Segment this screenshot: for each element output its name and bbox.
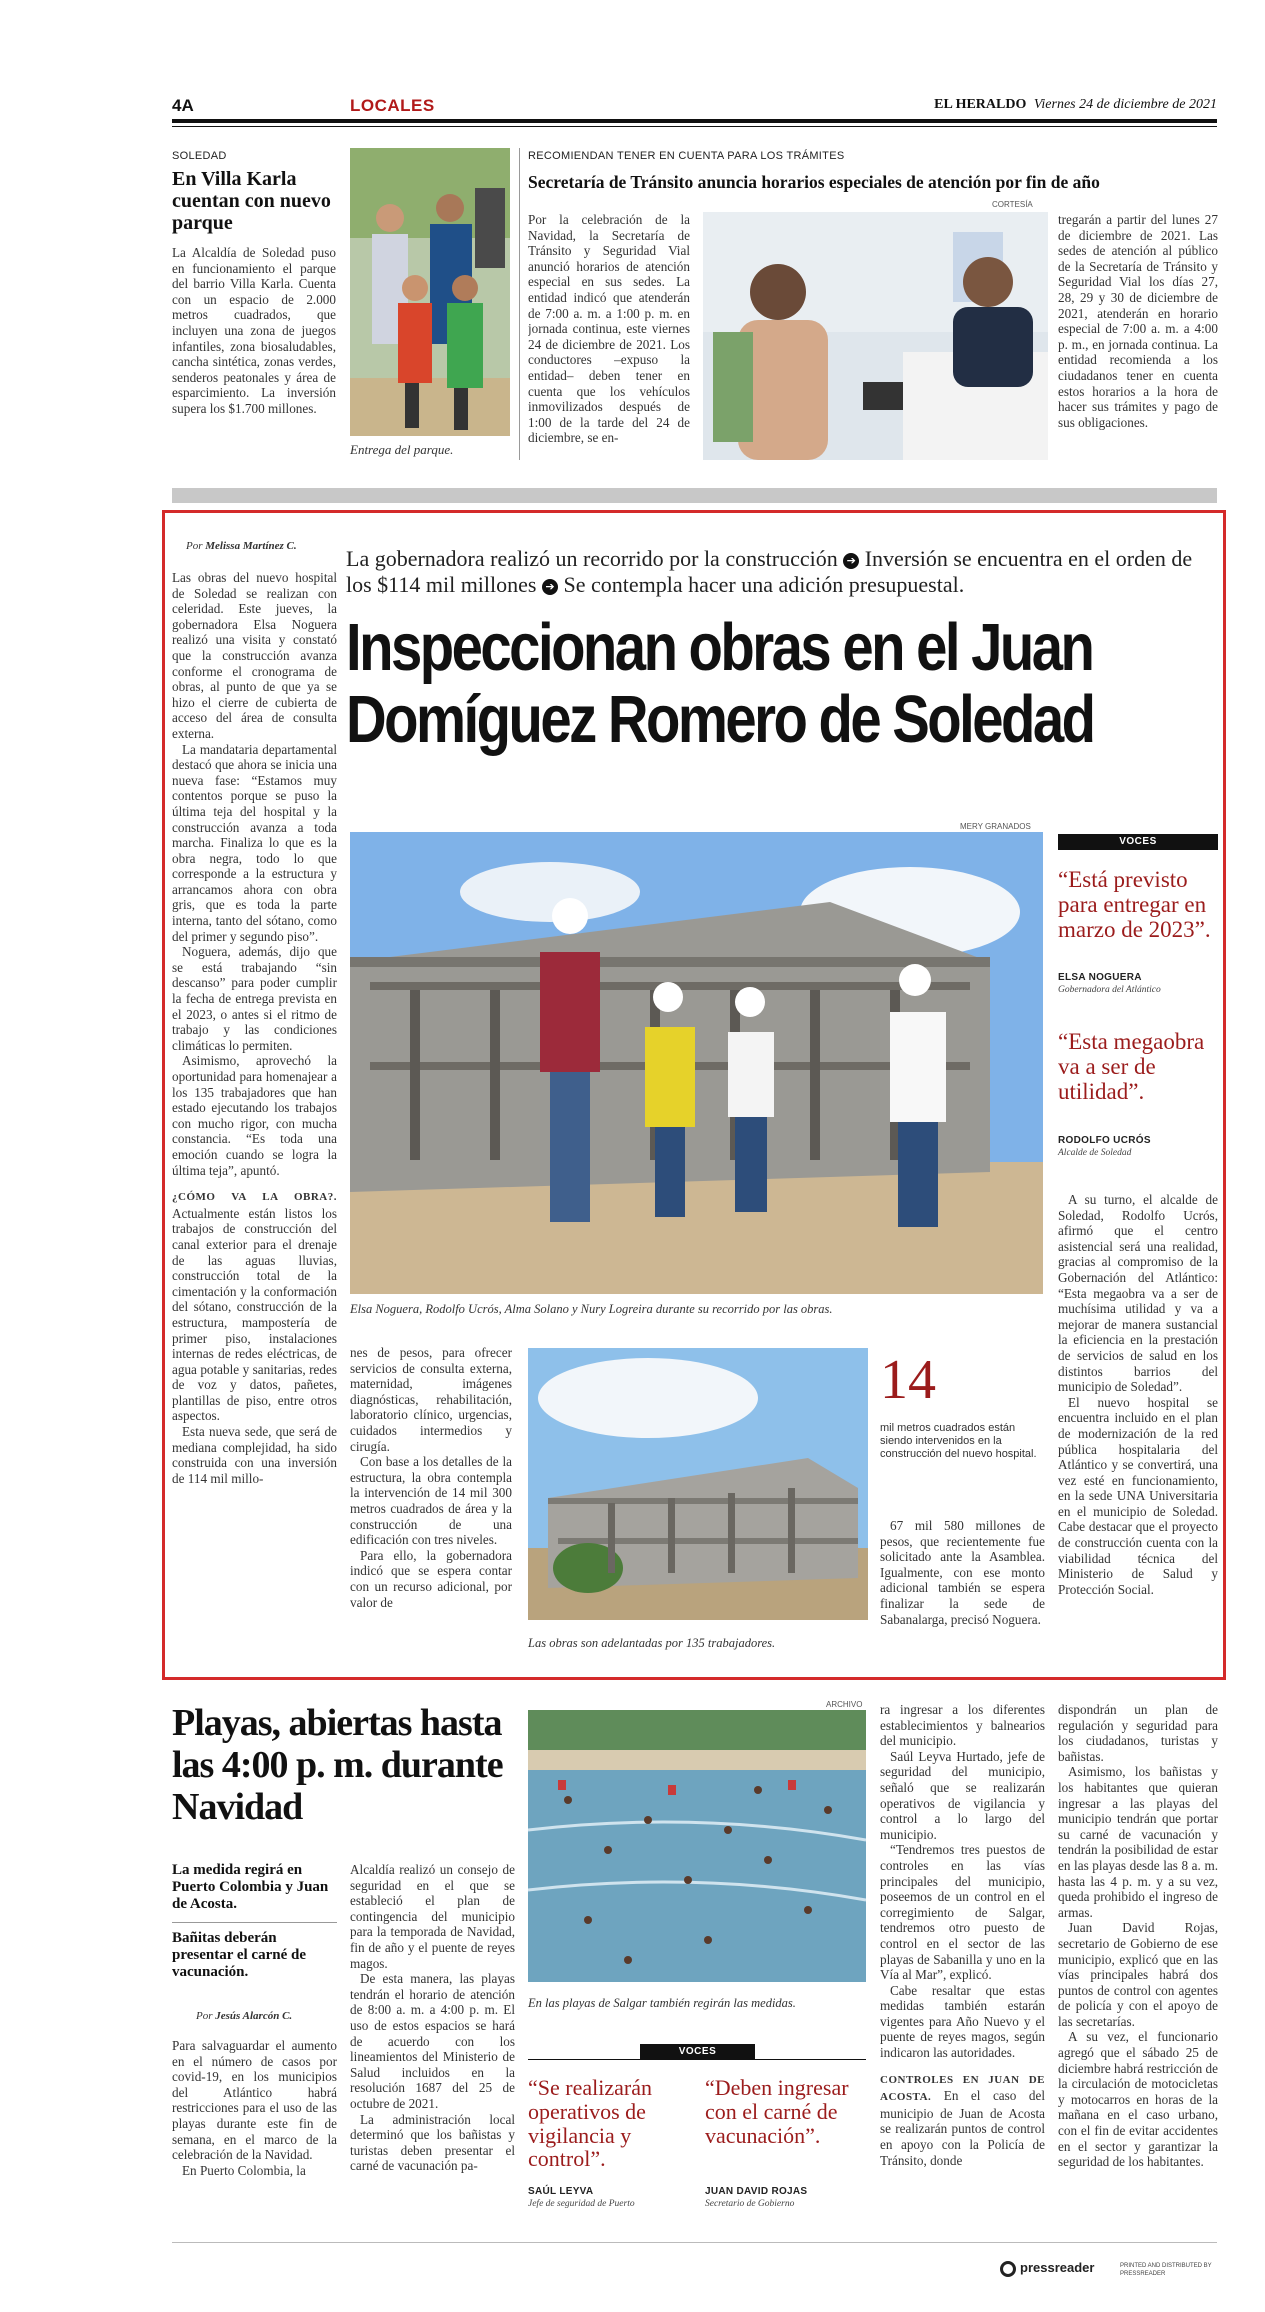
section-title: LOCALES bbox=[350, 96, 435, 115]
pressreader-legal: PRINTED AND DISTRIBUTED BY PRESSREADER bbox=[1120, 2263, 1212, 2277]
byline-prefix: Por bbox=[186, 540, 203, 552]
playas-sub-1: La medida regirá en Puerto Colombia y Juan de Acosta. bbox=[172, 1862, 329, 1912]
playas-col3-p1: ra ingresar a los diferentes establecimientos y balnearios del municipio. bbox=[880, 1702, 1045, 1749]
deck-item-3: Se contempla hacer una adición presupuestal. bbox=[563, 572, 965, 597]
hospital-main-photo bbox=[350, 832, 1043, 1294]
hospital-col2 bbox=[350, 1345, 512, 1667]
hospital-photo-credit: MERY GRANADOS bbox=[960, 822, 1031, 831]
hospital-col4-p2: El nuevo hospital se encuentra incluido en el plan de modernización de la red pública hospitalaria del Atlántico y se convertirá, una vez esté en funcionamiento, en la sede UNA Universitaria en el municipio de Soledad. Cabe destacar que el proyecto de construcción cuenta con la viabilidad técnica del Ministerio de Salud y Protección Social. bbox=[1058, 1394, 1218, 1597]
parque-body bbox=[172, 245, 336, 465]
playas-col2-p3: La administración local determinó que los bañistas y turistas deben presentar el carné de vacunación pa- bbox=[350, 2111, 515, 2174]
section-lead: ¿CÓMO VA LA OBRA?. bbox=[172, 1191, 337, 1204]
hospital-col1-p2: La mandataria departamental destacó que ahora se inicia una nueva fase: “Estamos muy contentos porque se puso la última teja del hospital y la construcción avanza a toda marcha. Finaliza lo que es la obra negra, todo lo que corresponde a la estructura y arrancamos ahora con obra gris, que es toda la parte interna, tanto del sótano, como del primer y segundo piso”. bbox=[172, 741, 337, 944]
parque-photo bbox=[350, 148, 510, 436]
playas-col4-p1: dispondrán un plan de regulación y seguridad para los ciudadanos, turistas y bañistas. bbox=[1058, 1702, 1218, 1764]
hospital-col1-p3: Noguera, además, dijo que se está trabajando “sin descanso” para poder cumplir la fecha de entrega prevista en el 2023, o antes si el ritmo de trabajo y las condiciones climáticas lo permiten. bbox=[172, 944, 337, 1053]
quote-noguera: “Está previsto para entregar en marzo de 2023”. bbox=[1058, 867, 1211, 942]
hospital-col1-p1: Las obras del nuevo hospital de Soledad se realizan con celeridad. Este jueves, la gobernadora Elsa Noguera realizó una visita y constató que la construcción avanza conforme el cronograma de obras, al punto de que ya se hizo el cierre de cubierta de acceso del área de consulta externa. bbox=[172, 570, 337, 741]
deck-item-1: La gobernadora realizó un recorrido por la construcción bbox=[346, 546, 838, 571]
playas-sub-2: Bañitas deberán presentar el carné de vacunación. bbox=[172, 1930, 306, 1980]
deck-arrow-icon: ➔ bbox=[542, 579, 558, 595]
paper-name: EL HERALDO bbox=[934, 97, 1027, 112]
playas-headline: Playas, abiertas hasta las 4:00 p. m. durante Navidad bbox=[172, 1702, 503, 1828]
hospital-col4 bbox=[1058, 1192, 1218, 1668]
footer-rule bbox=[172, 2242, 1217, 2243]
playas-voces-rule bbox=[528, 2059, 866, 2060]
masthead-rule-thin bbox=[172, 126, 1217, 127]
pressreader-icon bbox=[1000, 2261, 1016, 2277]
page-number: 4A bbox=[172, 96, 194, 115]
hospital-col1-p6: Esta nueva sede, que será de mediana complejidad, ha sido construida con una inversión de 114 mil millo- bbox=[172, 1424, 337, 1486]
playas-col2 bbox=[350, 1862, 515, 2217]
paper-date bbox=[934, 97, 1217, 113]
playas-sub-divider bbox=[172, 1922, 337, 1923]
hospital-main-caption: Elsa Noguera, Rodolfo Ucrós, Alma Solano y Nury Logreira durante su recorrido por las obras. bbox=[350, 1302, 833, 1316]
byline-prefix: Por bbox=[196, 2010, 213, 2022]
quote-ucros-name: RODOLFO UCRÓS bbox=[1058, 1135, 1151, 1146]
quote-rojas-role: Secretario de Gobierno bbox=[705, 2199, 795, 2209]
playas-col3-p5-text: En el caso del municipio de Juan de Acosta se realizarán puntos de control en apoyo con la Policía de Tránsito, donde bbox=[880, 2088, 1045, 2168]
playas-col1-p1: Para salvaguardar el aumento en el número de casos por covid-19, en los municipios del Atlántico habrá restricciones para el uso de las playas durante este fin de semana, en el marco de la celebración de la Navidad. bbox=[172, 2038, 337, 2163]
playas-col2-p1: Alcaldía realizó un consejo de seguridad en el que se estableció el plan de contingencia del municipio para la temporada de Navidad, fin de año y el puente de reyes magos. bbox=[350, 1862, 515, 1971]
transito-title: Secretaría de Tránsito anuncia horarios especiales de atención por fin de año bbox=[528, 172, 1100, 192]
transito-col1 bbox=[528, 212, 690, 464]
playas-col3-p4: Cabe resaltar que estas medidas también estarán vigentes para Año Nuevo y el puente de reyes magos, según indicaron las autoridades. bbox=[880, 1982, 1045, 2061]
deck-item-2: Inversión se encuentra en el orden de los $114 mil millones bbox=[346, 546, 1193, 597]
hospital-col2-p3: Para ello, la gobernadora indicó que se espera contar con un recurso adicional, por valor de bbox=[350, 1547, 512, 1610]
hospital-col3 bbox=[880, 1518, 1045, 1658]
parque-title: En Villa Karla cuentan con nuevo parque bbox=[172, 168, 331, 234]
hospital-byline bbox=[186, 540, 297, 552]
hospital-col1 bbox=[172, 570, 337, 1674]
parque-caption: Entrega del parque. bbox=[350, 442, 454, 457]
voces-label: VOCES bbox=[1058, 834, 1218, 850]
playas-credit: ARCHIVO bbox=[826, 1700, 863, 1709]
byline-name: Jesús Alarcón C. bbox=[215, 2010, 293, 2022]
playas-col3-p3: “Tendremos tres puestos de controles en las vías principales del municipio, poseemos de un control en el corregimiento de Salgar, tendremos otro puesto de control en el sector de las playas de Sabanilla y uno en la Vía al Mar”, explicó. bbox=[880, 1842, 1045, 1983]
playas-col4 bbox=[1058, 1702, 1218, 2214]
hospital-deck bbox=[346, 546, 1216, 598]
quote-noguera-name: ELSA NOGUERA bbox=[1058, 972, 1142, 983]
hospital-bottom-caption: Las obras son adelantadas por 135 trabajadores. bbox=[528, 1636, 776, 1650]
hospital-col1-p5-text: Actualmente están listos los trabajos de construcción del canal exterior para el drenaje de las aguas lluvias, construcción total de la cimentación y la conformación del sótano, construcción de la estructura, mampostería de primer piso, instalaciones internas de redes eléctricas, de agua potable y sanitarias, redes de voz y datos, pañetes, plantillas de piso, entre otros aspectos. bbox=[172, 1205, 337, 1424]
playas-byline bbox=[196, 2010, 292, 2022]
hospital-secondary-photo bbox=[528, 1348, 868, 1620]
pressreader-brand: pressreader bbox=[1020, 2260, 1095, 2275]
playas-col4-p3: Juan David Rojas, secretario de Gobierno de ese municipio, explicó que en las vías principales habrá dos puntos de control con agentes de policía y con el apoyo de las secretarías. bbox=[1058, 1920, 1218, 2029]
parque-kicker: SOLEDAD bbox=[172, 150, 227, 162]
transito-col2 bbox=[1058, 212, 1218, 464]
column-divider bbox=[519, 148, 520, 460]
stat-text: mil metros cuadrados están siendo intervenidos en la construcción del nuevo hospital. bbox=[880, 1422, 1037, 1460]
playas-col3 bbox=[880, 1702, 1045, 2214]
hospital-col2-p2: Con base a los detalles de la estructura, la obra contempla la intervención de 14 mil 300 metros cuadrados de área y la construcción de una edificación con tres niveles. bbox=[350, 1454, 512, 1548]
quote-noguera-role: Gobernadora del Atlántico bbox=[1058, 985, 1161, 995]
byline-name: Melissa Martínez C. bbox=[205, 540, 297, 552]
transito-photo bbox=[703, 212, 1048, 460]
playas-col3-p2: Saúl Leyva Hurtado, jefe de seguridad del municipio, señaló que se realizarán operativos de vigilancia y control a lo largo del municipio. bbox=[880, 1748, 1045, 1842]
quote-leyva-name: SAÚL LEYVA bbox=[528, 2186, 594, 2197]
playas-col2-p2: De esta manera, las playas tendrán el horario de atención de 8:00 a. m. a 4:00 p. m. El uso de estos espacios se hará de acuerdo con los lineamientos del Ministerio de Salud incluidos en la resolución 1687 del 25 de octubre de 2021. bbox=[350, 1971, 515, 2111]
quote-ucros: “Esta megaobra va a ser de utilidad”. bbox=[1058, 1029, 1205, 1104]
playas-col1 bbox=[172, 2038, 337, 2218]
quote-leyva: “Se realizarán operativos de vigilancia y control”. bbox=[528, 2075, 652, 2172]
playas-col1-p2: En Puerto Colombia, la bbox=[182, 2162, 306, 2178]
transito-kicker: RECOMIENDAN TENER EN CUENTA PARA LOS TRÁMITES bbox=[528, 150, 845, 162]
hospital-headline: Inspeccionan obras en el Juan Domíguez Romero de Soledad bbox=[346, 610, 1094, 757]
quote-rojas-name: JUAN DAVID ROJAS bbox=[705, 2186, 808, 2197]
transito-credit: CORTESÍA bbox=[992, 200, 1033, 209]
transito-paragraph-1: Por la celebración de la Navidad, la Secretaría de Tránsito y Seguridad Vial anunció horarios de atención especial en sus sedes. La entidad indicó que atenderán de 7:00 a. m. a 1:00 p. m. en jornada continua, este viernes 24 de diciembre de 2021. Los conductores –expuso la entidad– deben tener en cuenta que los vehículos inmovilizados después de 1:00 de la tarde del 24 de diciembre, se en- bbox=[528, 212, 690, 446]
masthead-rule bbox=[172, 119, 1217, 123]
quote-leyva-role: Jefe de seguridad de Puerto bbox=[528, 2199, 635, 2209]
pressreader-logo[interactable] bbox=[1000, 2260, 1094, 2277]
playas-voces-label: VOCES bbox=[640, 2044, 755, 2060]
issue-date: Viernes 24 de diciembre de 2021 bbox=[1033, 97, 1217, 112]
hospital-col2-p1: nes de pesos, para ofrecer servicios de consulta externa, maternidad, imágenes diagnósticas, rehabilitación, laboratorio clínico, urgencias, cuidados intermedios y cirugía. bbox=[350, 1345, 512, 1454]
playas-col3-p5 bbox=[880, 2071, 1045, 2169]
hospital-col4-p1: A su turno, el alcalde de Soledad, Rodolfo Ucrós, afirmó que el centro asistencial será una realidad, gracias al compromiso de la Gobernación del Atlántico: “Esta megaobra va a ser de muchísima utilidad y va a mejorar de manera sustancial la eficiencia en la prestación de servicios de salud en los distintos barrios del municipio de Soledad”. bbox=[1058, 1192, 1218, 1395]
section-lead: CONTROLES EN JUAN DE ACOSTA. bbox=[880, 2073, 1045, 2104]
hospital-col3-p1: 67 mil 580 millones de pesos, que recientemente fue solicitado ante la Asamblea. Igualmente, con ese monto adicional también se espera finalizar la sede de Sabanalarga, precisó Noguera. bbox=[880, 1518, 1045, 1627]
hospital-col1-p5 bbox=[172, 1188, 337, 1424]
transito-paragraph-2: tregarán a partir del lunes 27 de diciembre de 2021. Las sedes de atención al público de la Secretaría de Tránsito y Seguridad Vial los días 27, 28, 29 y 30 de diciembre de 2021, atenderán en horario especial de 7:00 a. m. a 4:00 p. m., en jornada continua. La entidad recomienda a los ciudadanos tener en cuenta estos horarios a la hora de hacer sus trámites y pago de sus obligaciones. bbox=[1058, 212, 1218, 430]
quote-rojas: “Deben ingresar con el carné de vacunación”. bbox=[705, 2075, 849, 2148]
hospital-col1-p4: Asimismo, aprovechó la oportunidad para homenajear a los 135 trabajadores que han estado ejecutando los trabajos con mucho rigor, con mucha constancia. “Es toda una emoción cuando se logra la última teja”, apuntó. bbox=[172, 1053, 337, 1178]
deck-arrow-icon: ➔ bbox=[843, 553, 859, 569]
quote-ucros-role: Alcalde de Soledad bbox=[1058, 1148, 1132, 1158]
playas-photo bbox=[528, 1710, 866, 1982]
section-band bbox=[172, 488, 1217, 503]
stat-number: 14 bbox=[880, 1349, 936, 1411]
playas-col4-p2: Asimismo, los bañistas y los habitantes que quieran ingresar a las playas del municipio tendrán que portar su carné de vacunación y tendrán la posibilidad de estar en las playas desde las 8 a. m. hasta las 4 p. m. y a su vez, queda prohibido el ingreso de armas. bbox=[1058, 1764, 1218, 1920]
playas-col4-p4: A su vez, el funcionario agregó que el sábado 25 de diciembre habrá restricción de la circulación de motocicletas y motocarros en horas de la mañana en el caso urbano, con el fin de evitar accidentes en el sector y garantizar la seguridad de los habitantes. bbox=[1058, 2029, 1218, 2170]
playas-caption: En las playas de Salgar también regirán las medidas. bbox=[528, 1996, 796, 2010]
parque-paragraph: La Alcaldía de Soledad puso en funcionamiento el parque del barrio Villa Karla. Cuenta con un espacio de 2.000 metros cuadrados, que incluyen una zona de juegos infantiles, zona biosaludables, cancha sintética, zonas verdes, senderos peatonales y área de esparcimiento. La inversión supera los $1.700 millones. bbox=[172, 245, 336, 416]
